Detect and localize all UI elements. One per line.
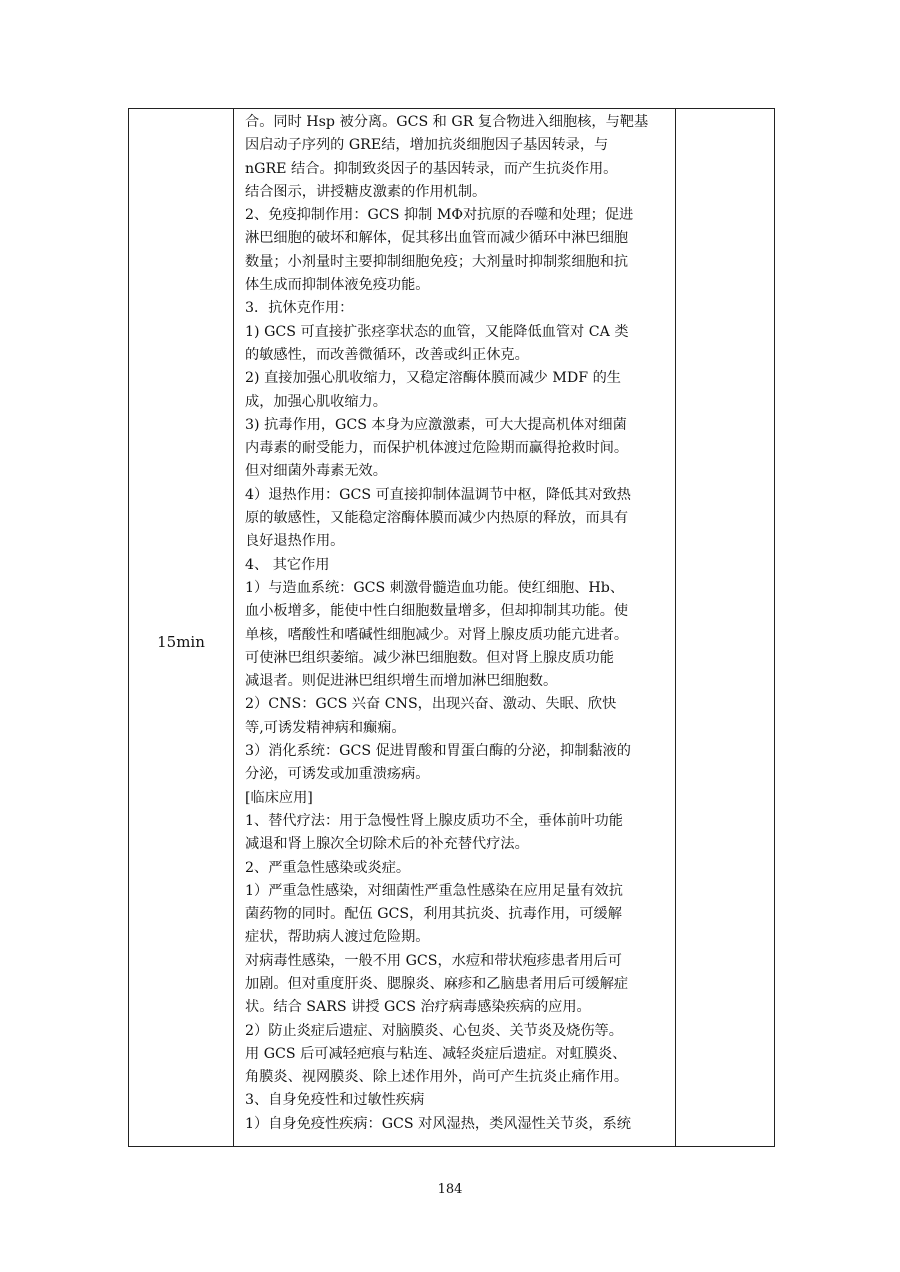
content-line: 减退和肾上腺次全切除术后的补充替代疗法。 [245, 836, 529, 853]
content-line: 但对细菌外毒素无效。 [245, 463, 387, 480]
content-line: 体生成而抑制体液免疫功能。 [245, 277, 430, 294]
content-line: 分泌，可诱发或加重溃疡病。 [245, 766, 430, 783]
content-line: 状。结合 SARS 讲授 GCS 治疗病毒感染疾病的应用。 [245, 999, 591, 1016]
content-line: [临床应用] [245, 789, 313, 806]
content-line: 2、免疫抑制作用：GCS 抑制 MΦ对抗原的吞噬和处理；促进 [245, 207, 634, 224]
content-line: 良好退热作用。 [245, 533, 345, 550]
content-line: 2）CNS：GCS 兴奋 CNS，出现兴奋、激动、失眠、欣快 [245, 696, 617, 713]
content-line: 减退者。则促进淋巴组织增生而增加淋巴细胞数。 [245, 673, 558, 690]
content-line: 1）与造血系统：GCS 刺激骨髓造血功能。使红细胞、Hb、 [245, 579, 625, 596]
content-line: 原的敏感性，又能稳定溶酶体膜而减少内热原的释放，而具有 [245, 510, 629, 527]
content-line: 3) 抗毒作用，GCS 本身为应激激素，可大大提高机体对细菌 [245, 416, 627, 433]
lesson-plan-table [128, 108, 775, 1147]
content-line: 3．抗休克作用： [245, 300, 354, 317]
content-line: 1、替代疗法：用于急慢性肾上腺皮质功不全，垂体前叶功能 [245, 812, 623, 829]
content-line: 菌药物的同时。配伍 GCS，利用其抗炎、抗毒作用，可缓解 [245, 906, 622, 923]
content-line: 单核，嗜酸性和嗜碱性细胞减少。对肾上腺皮质功能亢进者。 [245, 626, 629, 643]
content-line: 4、 其它作用 [245, 556, 330, 573]
table-row [129, 109, 775, 1147]
content-line: 结合图示，讲授糖皮激素的作用机制。 [245, 183, 487, 200]
time-cell [129, 109, 234, 1147]
content-line: 1) GCS 可直接扩张痉挛状态的血管，又能降低血管对 CA 类 [245, 323, 629, 340]
content-line: 4）退热作用：GCS 可直接抑制体温调节中枢，降低其对致热 [245, 486, 631, 503]
content-line: 数量；小剂量时主要抑制细胞免疫；大剂量时抑制浆细胞和抗 [245, 253, 629, 270]
content-line: 的敏感性，而改善微循环，改善或纠正休克。 [245, 346, 529, 363]
content-line: 症状，帮助病人渡过危险期。 [245, 929, 430, 946]
content-line: 淋巴细胞的破坏和解体，促其移出血管而减少循环中淋巴细胞 [245, 230, 629, 247]
content-line: 3、自身免疫性和过敏性疾病 [245, 1092, 425, 1109]
content-line: nGRE 结合。抑制致炎因子的基因转录，而产生抗炎作用。 [245, 160, 618, 177]
content-line: 对病毒性感染，一般不用 GCS，水痘和带状疱疹患者用后可 [245, 952, 622, 969]
content-line: 成，加强心肌收缩力。 [245, 393, 387, 410]
content-line: 2) 直接加强心肌收缩力，又稳定溶酶体膜而减少 MDF 的生 [245, 370, 621, 387]
content-line: 可使淋巴组织萎缩。减少淋巴细胞数。但对肾上腺皮质功能 [245, 649, 614, 666]
content-line: 角膜炎、视网膜炎、除上述作用外，尚可产生抗炎止痛作用。 [245, 1069, 629, 1086]
content-line: 1）严重急性感染，对细菌性严重急性感染在应用足量有效抗 [245, 882, 623, 899]
notes-cell [676, 109, 775, 1147]
time-label: 15min [157, 632, 205, 651]
content-line: 等,可诱发精神病和癫痫。 [245, 719, 406, 736]
content-line: 2、严重急性感染或炎症。 [245, 859, 411, 876]
content-text [234, 109, 675, 1136]
content-line: 用 GCS 后可减轻疤痕与粘连、减轻炎症后遗症。对虹膜炎、 [245, 1045, 627, 1062]
content-line: 合。同时 Hsp 被分离。GCS 和 GR 复合物进入细胞核，与靶基 [245, 114, 649, 130]
content-line: 血小板增多，能使中性白细胞数量增多，但却抑制其功能。使 [245, 603, 629, 620]
page-number: 184 [437, 1182, 463, 1197]
content-line: 内毒素的耐受能力，而保护机体渡过危险期而赢得抢救时间。 [245, 440, 629, 457]
content-line: 加剧。但对重度肝炎、腮腺炎、麻疹和乙脑患者用后可缓解症 [245, 975, 629, 992]
content-line: 因启动子序列的 GRE结，增加抗炎细胞因子基因转录，与 [245, 137, 609, 154]
content-line: 1）自身免疫性疾病：GCS 对风湿热，类风湿性关节炎，系统 [245, 1115, 631, 1132]
content-cell [234, 109, 676, 1147]
content-line: 2）防止炎症后遗症、对脑膜炎、心包炎、关节炎及烧伤等。 [245, 1022, 623, 1039]
content-line: 3）消化系统：GCS 促进胃酸和胃蛋白酶的分泌，抑制黏液的 [245, 743, 631, 760]
